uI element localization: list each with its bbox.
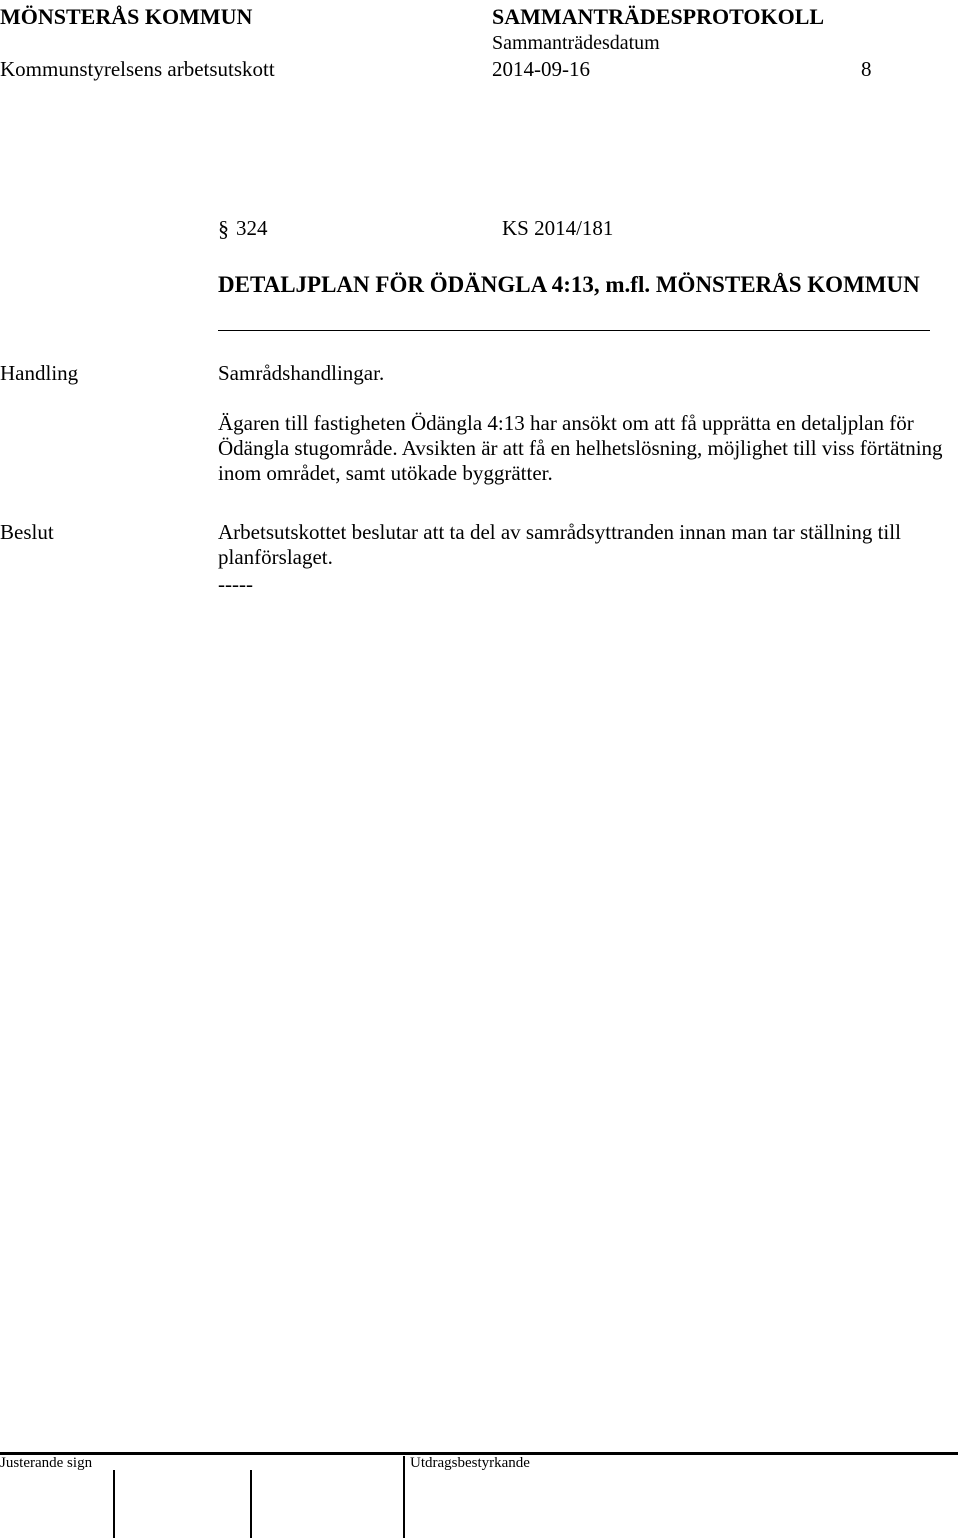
handling-text: Samrådshandlingar. (218, 361, 385, 385)
meeting-date: 2014-09-16 (492, 57, 590, 81)
organization-name: MÖNSTERÅS KOMMUN (0, 4, 253, 29)
page-number: 8 (861, 57, 872, 81)
signature-box-divider-2 (250, 1470, 252, 1538)
date-label: Sammanträdesdatum (492, 32, 660, 54)
handling-paragraph: Ägaren till fastigheten Ödängla 4:13 har ansökt om att få upprätta en detaljplan för Ödängla stugområde. Avsikten är att få en helhetslösning, möjlighet till viss förtätning inom området, samt utökade byggrätter. (218, 411, 943, 485)
case-number: KS 2014/181 (502, 216, 614, 240)
beslut-label: Beslut (0, 520, 54, 544)
beslut-text: Arbetsutskottet beslutar att ta del av samrådsyttranden innan man tar ställning till planförslaget. (218, 520, 901, 569)
signature-box-divider-1 (113, 1470, 115, 1538)
document-type: SAMMANTRÄDESPROTOKOLL (492, 4, 825, 29)
section-title: DETALJPLAN FÖR ÖDÄNGLA 4:13, m.fl. MÖNSTERÅS KOMMUN (218, 272, 920, 297)
committee-name: Kommunstyrelsens arbetsutskott (0, 57, 275, 81)
section-number: 324 (236, 216, 268, 240)
title-divider (218, 330, 930, 331)
utdragsbestyrkande-label: Utdragsbestyrkande (410, 1455, 530, 1471)
signature-box-divider-3 (403, 1456, 405, 1538)
end-marker: ----- (218, 572, 253, 596)
justerande-sign-label: Justerande sign (0, 1455, 93, 1471)
paragraph-symbol: § (218, 216, 229, 241)
handling-label: Handling (0, 361, 79, 385)
